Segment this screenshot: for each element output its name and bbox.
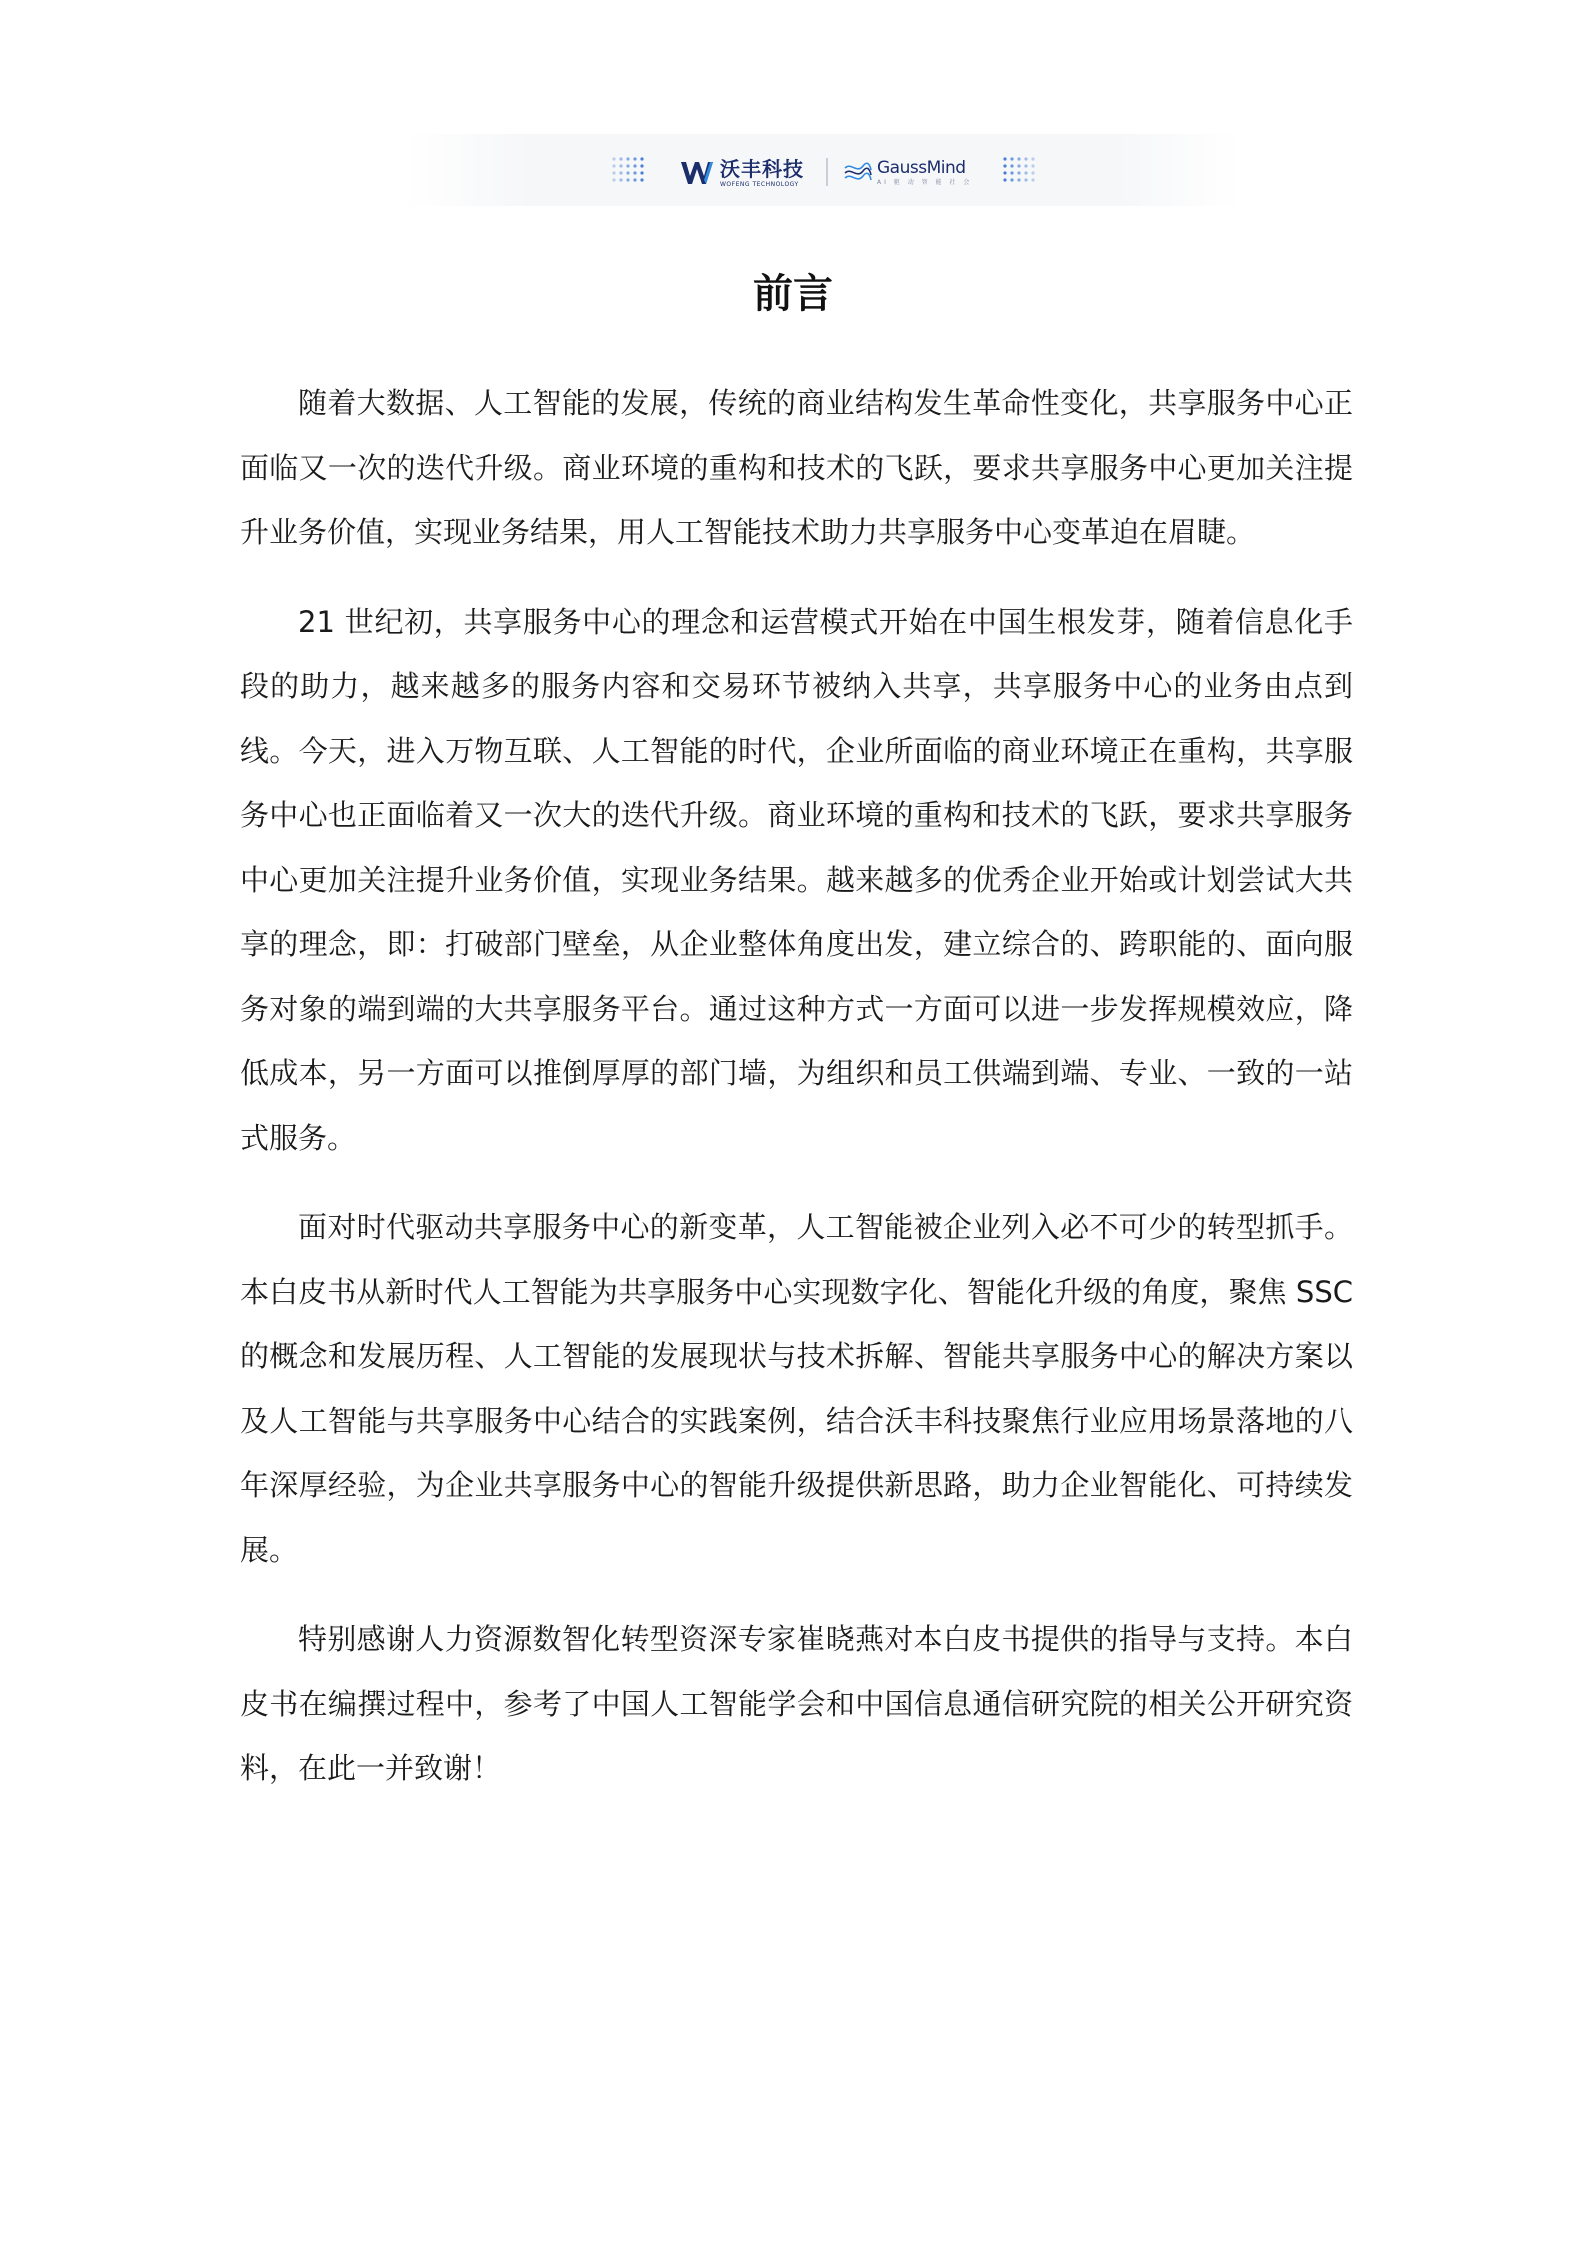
preface-paragraph-4: 特别感谢人力资源数智化转型资深专家崔晓燕对本白皮书提供的指导与支持。本白皮书在编撰过程中，参考了中国人工智能学会和中国信息通信研究院的相关公开研究资料，在此一并致谢！ [240,1622,1353,1785]
page-title: 前言 [753,271,833,317]
preface-body [240,371,1353,1826]
gaussmind-logo [843,157,972,189]
header-banner [405,134,1241,206]
gaussmind-wave-mark-icon [843,160,873,186]
preface-paragraph-3: 面对时代驱动共享服务中心的新变革，人工智能被企业列入必不可少的转型抓手。本白皮书从新时代人工智能为共享服务中心实现数字化、智能化升级的角度，聚焦 SSC 的概念和发展历程、人工智能的发展现状与技术拆解、智能共享服务中心的解决方案以及人工智能与共享服务中心结合的实践案例，结合沃丰科技聚焦行业应用场景落地的八年深厚经验，为企业共享服务中心的智能升级提供新思路，助力企业智能化、可持续发展。 [240,1210,1353,1567]
gaussmind-logo-cn-text: AI 驱 动 智 能 社 会 [877,179,973,186]
preface-paragraph-1: 随着大数据、人工智能的发展，传统的商业结构发生革命性变化，共享服务中心正面临又一次的迭代升级。商业环境的重构和技术的飞跃，要求共享服务中心更加关注提升业务价值，实现业务结果，用人工智能技术助力共享服务中心变革迫在眉睫。 [240,386,1353,549]
logo-divider [826,158,828,186]
wofeng-logo-en-text: WOFENG TECHNOLOGY [720,180,799,188]
dot-grid-decoration-left [611,156,647,186]
dot-grid-decoration-right [1002,156,1038,186]
wofeng-logo [680,156,804,190]
wofeng-logo-cn-text: 沃丰科技 [720,156,804,181]
gaussmind-logo-en-text: GaussMind [877,158,966,178]
wofeng-w-mark-icon [680,159,714,187]
preface-paragraph-2: 21 世纪初，共享服务中心的理念和运营模式开始在中国生根发芽，随着信息化手段的助力，越来越多的服务内容和交易环节被纳入共享，共享服务中心的业务由点到线。今天，进入万物互联、人工智能的时代，企业所面临的商业环境正在重构，共享服务中心也正面临着又一次大的迭代升级。商业环境的重构和技术的飞跃，要求共享服务中心更加关注提升业务价值，实现业务结果。越来越多的优秀企业开始或计划尝试大共享的理念，即：打破部门壁垒，从企业整体角度出发，建立综合的、跨职能的、面向服务对象的端到端的大共享服务平台。通过这种方式一方面可以进一步发挥规模效应，降低成本，另一方面可以推倒厚厚的部门墙，为组织和员工供端到端、专业、一致的一站式服务。 [240,604,1353,1155]
